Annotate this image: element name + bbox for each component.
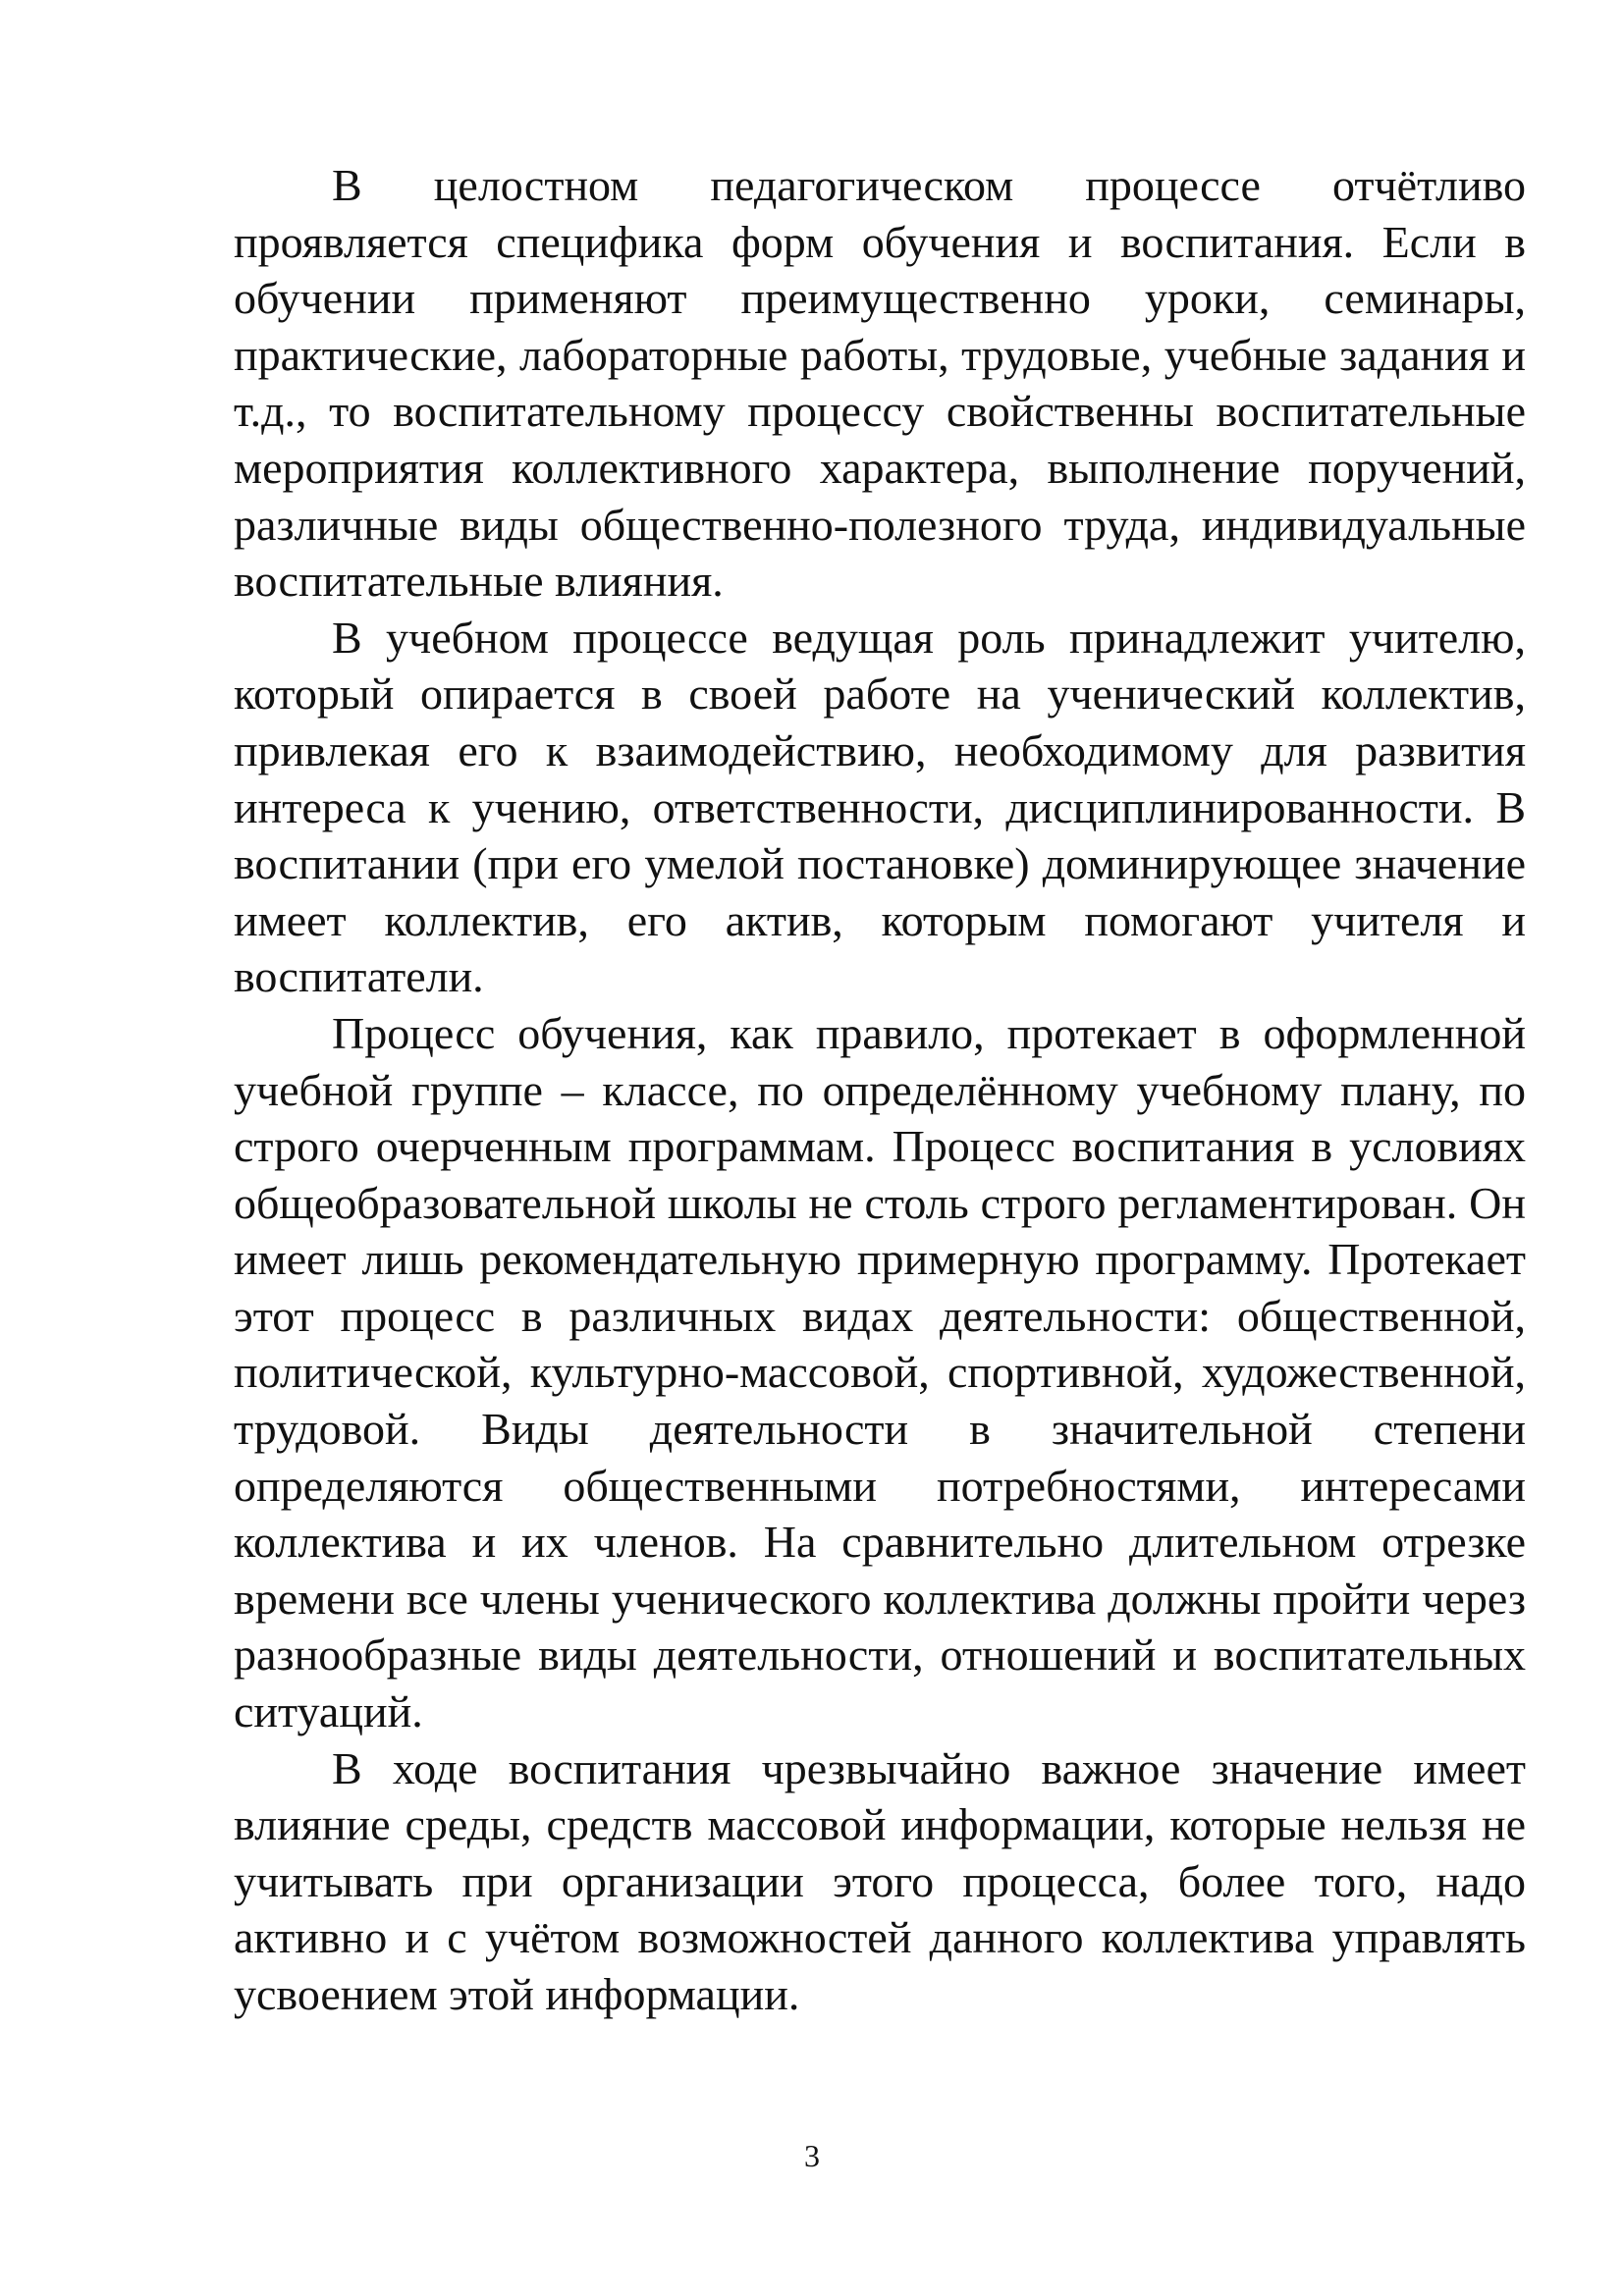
document-page	[234, 157, 1526, 2218]
page-number: 3	[804, 2138, 820, 2173]
paragraph-3: Процесс обучения, как правило, протекает в оформленной учебной группе – классе, по определённому учебному плану, по строго очерченным программам. Процесс воспитания в условиях общеобразовательной школы не столь строго регламентирован. Он имеет лишь рекомендательную примерную программу. Протекает этот процесс в различных видах деятельности: общественной, политической, культурно-массовой, спортивной, художественной, трудовой. Виды деятельности в значительной степени определяются общественными потребностями, интересами коллектива и их членов. На сравнительно длительном отрезке времени все члены ученического коллектива должны пройти через разнообразные виды деятельности, отношений и воспитательных ситуаций.	[234, 1007, 1526, 1737]
paragraph-4: В ходе воспитания чрезвычайно важное значение имеет влияние среды, средств массовой информации, которые нельзя не учитывать при организации этого процесса, более того, надо активно и с учётом возможностей данного коллектива управлять усвоением этой информации.	[234, 1742, 1526, 2019]
paragraph-2: В учебном процессе ведущая роль принадлежит учителю, который опирается в своей работе на ученический коллектив, привлекая его к взаимодействию, необходимому для развития интереса к учению, ответственности, дисциплинированности. В воспитании (при его умелой постановке) доминирующее значение имеет коллектив, его актив, которым помогают учителя и воспитатели.	[234, 612, 1526, 1002]
paragraph-1: В целостном педагогическом процессе отчётливо проявляется специфика форм обучения и воспитания. Если в обучении применяют преимущественно уроки, семинары, практические, лабораторные работы, трудовые, учебные задания и т.д., то воспитательному процессу свойственны воспитательные мероприятия коллективного характера, выполнение поручений, различные виды общественно-полезного труда, индивидуальные воспитательные влияния.	[234, 160, 1526, 607]
